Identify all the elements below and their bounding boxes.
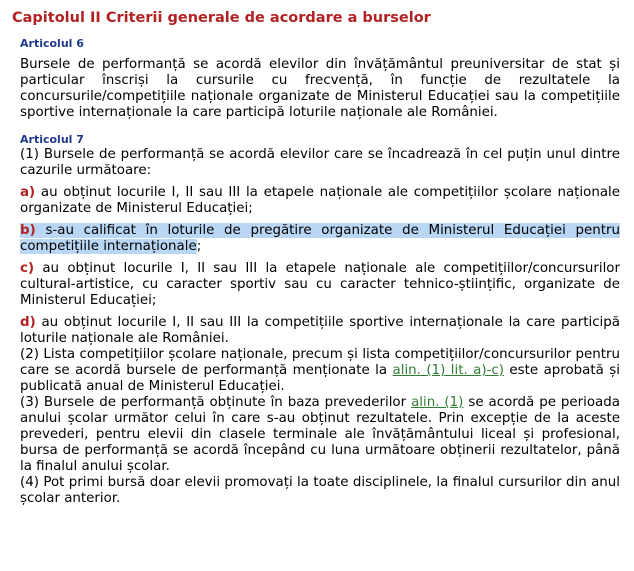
article-7-paragraph-1: (1) Bursele de performanță se acordă elevilor care se încadrează în cel puțin unul dintre cazurile următoare: — [20, 147, 620, 178]
chapter-title: Capitolul II Criterii generale de acordare a burselor — [12, 10, 431, 26]
item-c-text: au obținut locurile I, II sau III la etapele naționale ale competițiilor/concursurilor cultural-artistice, cu caracter sportiv sau cu caracter tehnico-științific, organizate de Ministerul Educației; — [20, 261, 620, 308]
item-d-text: au obținut locurile I, II sau III la competițiile sportive internaționale la care participă loturile naționale ale României. — [20, 315, 620, 346]
item-b-highlighted-text[interactable]: s-au calificat în loturile de pregătire organizate de Ministerul Educației pentru competițiile internaționale — [20, 223, 621, 254]
item-letter-a: a) — [20, 185, 36, 200]
article-7-paragraph-2 — [20, 347, 620, 395]
p3-reference-link[interactable]: alin. (1) — [411, 395, 464, 410]
article-6 — [20, 37, 620, 121]
item-letter-b: b) — [20, 223, 36, 238]
item-letter-d: d) — [20, 315, 36, 330]
highlight-space — [36, 223, 46, 238]
p3-text-after: se acordă pe perioada anului școlar următor celui în care s-au obținut rezultatele. Prin excepție de la aceste prevederi, pentru elevii din clasele terminale ale învățământului liceal și profesional, bursa de performanță se acordă începând cu luna următoare obținerii rezultatelor, până la finalul anului școlar. — [20, 395, 620, 474]
p2-text-before: (2) Lista competițiilor școlare naționale, precum și lista competițiilor/concursurilor pentru care se acordă bursele de performanță menționate la — [20, 347, 620, 378]
article-7-item-d — [20, 315, 620, 347]
article-7-paragraph-4: (4) Pot primi bursă doar elevii promovați la toate disciplinele, la finalul cursurilor din anul școlar anterior. — [20, 475, 620, 506]
item-letter-c: c) — [20, 261, 35, 276]
article-7 — [20, 133, 620, 507]
article-7-title: Articolul 7 — [20, 133, 84, 146]
article-6-text: Bursele de performanță se acordă elevilor din învățământul preuniversitar de stat și particular înscriși la cursurile cu frecvență, în funcție de rezultatele la concursurile/competițiile naționale organizate de Ministerul Educației sau la competițiile sportive internaționale la care participă loturile naționale ale României. — [20, 57, 620, 120]
article-7-paragraph-3 — [20, 395, 620, 475]
p2-reference-link[interactable]: alin. (1) lit. a)-c) — [392, 363, 504, 378]
article-7-item-c — [20, 261, 620, 309]
item-a-text: au obținut locurile I, II sau III la etapele naționale ale competițiilor școlare naționale organizate de Ministerul Educației; — [20, 185, 620, 216]
spacer — [20, 121, 620, 133]
article-7-item-a — [20, 185, 620, 217]
article-7-item-b — [20, 223, 620, 255]
document — [12, 8, 621, 507]
item-b-tail: ; — [196, 239, 202, 254]
p3-text-before: (3) Bursele de performanță obținute în baza prevederilor — [20, 395, 412, 410]
p2-text-after: este aprobată și publicată anual de Ministerul Educației. — [20, 363, 620, 394]
article-6-title: Articolul 6 — [20, 37, 84, 50]
